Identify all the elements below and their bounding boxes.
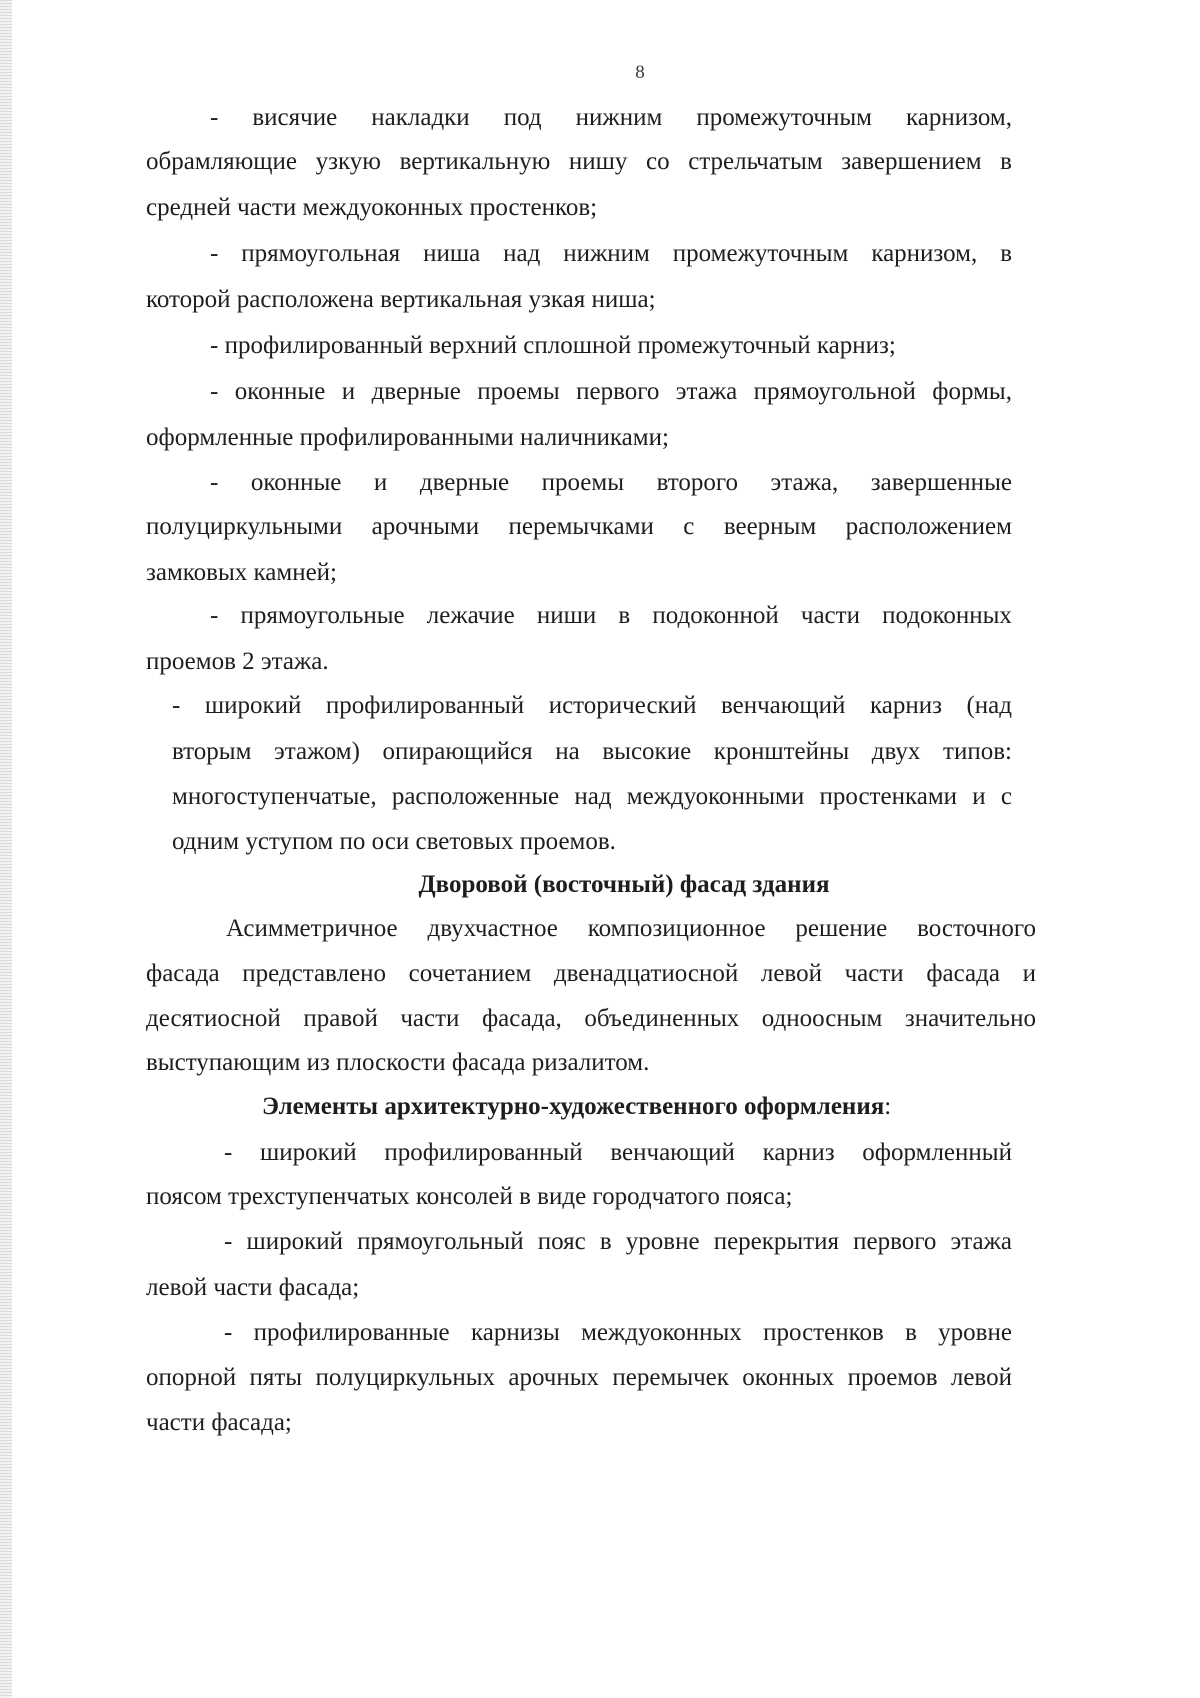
word: - — [224, 1319, 233, 1346]
word: нишу — [568, 148, 628, 175]
word: карниз — [869, 692, 942, 719]
word: междуоконных — [581, 1319, 742, 1346]
word: и — [373, 469, 388, 496]
section-2-item-1-last-line: левой части фасада; — [146, 1274, 360, 1301]
item-0-line-1 — [210, 94, 1012, 142]
word: завершенные — [870, 469, 1012, 496]
word: фасада — [146, 960, 220, 987]
section-2-item-2-line-2 — [146, 1354, 1012, 1402]
word: десятиосной — [146, 1005, 281, 1032]
word: представлено — [242, 960, 386, 987]
item-3-line-1 — [210, 368, 1012, 416]
word: - — [172, 692, 181, 719]
word: кронштейны — [713, 738, 850, 765]
word: композиционное — [587, 915, 766, 942]
word: в — [905, 1319, 917, 1346]
word: стрельчатым — [688, 148, 823, 175]
section-2-item-1-line-1 — [224, 1218, 1012, 1266]
word: - — [210, 602, 219, 629]
word: двенадцатиосной — [553, 960, 739, 987]
section-2-item-0-line-1 — [224, 1129, 1012, 1177]
word: этажа, — [770, 469, 839, 496]
word: исторический — [548, 692, 697, 719]
word: уровне — [938, 1319, 1012, 1346]
word: профилированный — [325, 692, 525, 719]
section-1-last-line: выступающим из плоскости фасада ризалитом. — [146, 1049, 650, 1076]
word: и — [1022, 960, 1036, 987]
word: расположением — [845, 513, 1012, 540]
word: оконных — [742, 1364, 835, 1391]
word: над — [503, 240, 541, 267]
word: Асимметричное — [226, 915, 398, 942]
word: промежуточным — [672, 240, 849, 267]
word: оконные — [250, 469, 342, 496]
word: карнизом, — [871, 240, 978, 267]
section-2-item-0-last-line: поясом трехступенчатых консолей в виде городчатого пояса; — [146, 1183, 793, 1210]
item-6-line-3 — [172, 773, 1012, 821]
item-0-last-line: средней части междуоконных простенков; — [146, 194, 598, 221]
word: венчающий — [720, 692, 846, 719]
word: профилированный — [384, 1139, 583, 1166]
word: профилированные — [253, 1319, 450, 1346]
item-0-line-2 — [146, 138, 1012, 186]
word: в — [599, 1228, 612, 1255]
section-1-line-2 — [146, 950, 1036, 998]
section-2-heading-text: Элементы архитектурно-художественного оформления — [262, 1093, 885, 1120]
word: простенками — [819, 783, 958, 810]
word: фасада, — [481, 1005, 562, 1032]
word: перемычками — [508, 513, 654, 540]
word: - — [224, 1139, 233, 1166]
word: восточного — [917, 915, 1036, 942]
word: проемы — [541, 469, 625, 496]
section-1-heading: Дворовой (восточный) фасад здания — [418, 871, 830, 898]
word: опирающийся — [382, 738, 533, 765]
word: со — [646, 148, 670, 175]
word: междуоконными — [626, 783, 805, 810]
word: левой — [950, 1364, 1012, 1391]
word: формы, — [932, 378, 1012, 405]
word: оконные — [234, 378, 326, 405]
item-6-line-2 — [172, 728, 1012, 776]
word: многоступенчатые, — [172, 783, 377, 810]
word: первого — [576, 378, 660, 405]
word: карнизы — [470, 1319, 560, 1346]
word: карниз — [762, 1139, 835, 1166]
word: фасада — [926, 960, 1000, 987]
word: широкий — [260, 1139, 357, 1166]
word: полуциркульными — [146, 513, 343, 540]
word: нижним — [563, 240, 650, 267]
word: накладки — [371, 104, 470, 131]
word: двухчастное — [427, 915, 558, 942]
word: завершением — [841, 148, 982, 175]
word: прямоугольный — [357, 1228, 524, 1255]
word: ниша — [423, 240, 481, 267]
page-number: 8 — [635, 62, 645, 83]
word: дверные — [419, 469, 510, 496]
item-5-last-line: проемов 2 этажа. — [146, 648, 329, 675]
item-6-last-line: одним уступом по оси световых проемов. — [172, 828, 616, 855]
word: подоконных — [882, 602, 1012, 629]
word: венчающий — [610, 1139, 735, 1166]
item-1-line-1 — [210, 230, 1012, 278]
word: части — [844, 960, 904, 987]
word: пяты — [249, 1364, 303, 1391]
word: прямоугольные — [240, 602, 405, 629]
item-5-line-1 — [210, 592, 1012, 640]
word: этажом) — [274, 738, 360, 765]
word: этажа — [950, 1228, 1012, 1255]
section-2-item-2-line-1 — [224, 1309, 1012, 1357]
word: дверные — [371, 378, 461, 405]
word: вторым — [172, 738, 252, 765]
word: правой — [303, 1005, 378, 1032]
word: двух — [871, 738, 921, 765]
word: с — [1000, 783, 1012, 810]
word: - — [210, 104, 219, 131]
section-1-line-1 — [226, 905, 1036, 953]
word: в — [1000, 240, 1012, 267]
word: на — [555, 738, 580, 765]
word: - — [210, 240, 219, 267]
word: проемов — [847, 1364, 938, 1391]
item-4-line-2 — [146, 503, 1012, 551]
word: части — [800, 602, 860, 629]
section-2-item-2-last-line: части фасада; — [146, 1409, 292, 1436]
word: подоконной — [652, 602, 779, 629]
word: типов: — [943, 738, 1012, 765]
word: в — [1000, 148, 1012, 175]
word: - — [210, 378, 219, 405]
word: с — [683, 513, 695, 540]
item-1-last-line: которой расположена вертикальная узкая ниша; — [146, 286, 656, 313]
item-6-line-1 — [172, 682, 1012, 730]
word: в — [618, 602, 631, 629]
word: перемычек — [612, 1364, 729, 1391]
word: промежуточным — [696, 104, 872, 131]
word: под — [503, 104, 542, 131]
word: уровне — [625, 1228, 700, 1255]
word: левой — [760, 960, 822, 987]
word: сочетанием — [408, 960, 532, 987]
word: обрамляющие — [146, 148, 298, 175]
word: широкий — [204, 692, 302, 719]
word: простенков — [763, 1319, 884, 1346]
word: арочных — [508, 1364, 600, 1391]
word: нижним — [575, 104, 663, 131]
word: карнизом, — [906, 104, 1012, 131]
word: полуциркульных — [315, 1364, 495, 1391]
word: вертикальную — [399, 148, 551, 175]
word: прямоугольной — [753, 378, 916, 405]
section-1-line-3 — [146, 995, 1036, 1043]
word: первого — [853, 1228, 937, 1255]
word: - — [210, 469, 219, 496]
word: арочными — [371, 513, 480, 540]
word: одноосным — [761, 1005, 883, 1032]
word: (над — [966, 692, 1012, 719]
word: и — [341, 378, 356, 405]
word: широкий — [246, 1228, 343, 1255]
word: - — [224, 1228, 233, 1255]
item-4-last-line: замковых камней; — [146, 559, 338, 586]
word: над — [574, 783, 612, 810]
item-2-line: - профилированный верхний сплошной промежуточный карниз; — [210, 332, 896, 359]
word: этажа — [675, 378, 738, 405]
word: и — [972, 783, 986, 810]
word: лежачие — [426, 602, 515, 629]
word: второго — [656, 469, 738, 496]
word: значительно — [904, 1005, 1036, 1032]
word: высокие — [602, 738, 692, 765]
word: решение — [795, 915, 888, 942]
word: части — [400, 1005, 460, 1032]
word: проемы — [477, 378, 560, 405]
word: расположенные — [391, 783, 560, 810]
word: ниши — [536, 602, 597, 629]
word: пояс — [537, 1228, 586, 1255]
word: узкую — [315, 148, 381, 175]
word: опорной — [146, 1364, 237, 1391]
section-2-heading — [262, 1083, 891, 1131]
item-3-last-line: оформленные профилированными наличниками; — [146, 424, 669, 451]
word: висячие — [252, 104, 338, 131]
section-2-heading-suffix: : — [884, 1093, 892, 1120]
word: веерным — [723, 513, 817, 540]
scan-edge — [0, 0, 12, 1698]
word: прямоугольная — [241, 240, 401, 267]
word: оформленный — [862, 1139, 1012, 1166]
word: перекрытия — [713, 1228, 840, 1255]
word: объединенных — [584, 1005, 740, 1032]
item-4-line-1 — [210, 459, 1012, 507]
